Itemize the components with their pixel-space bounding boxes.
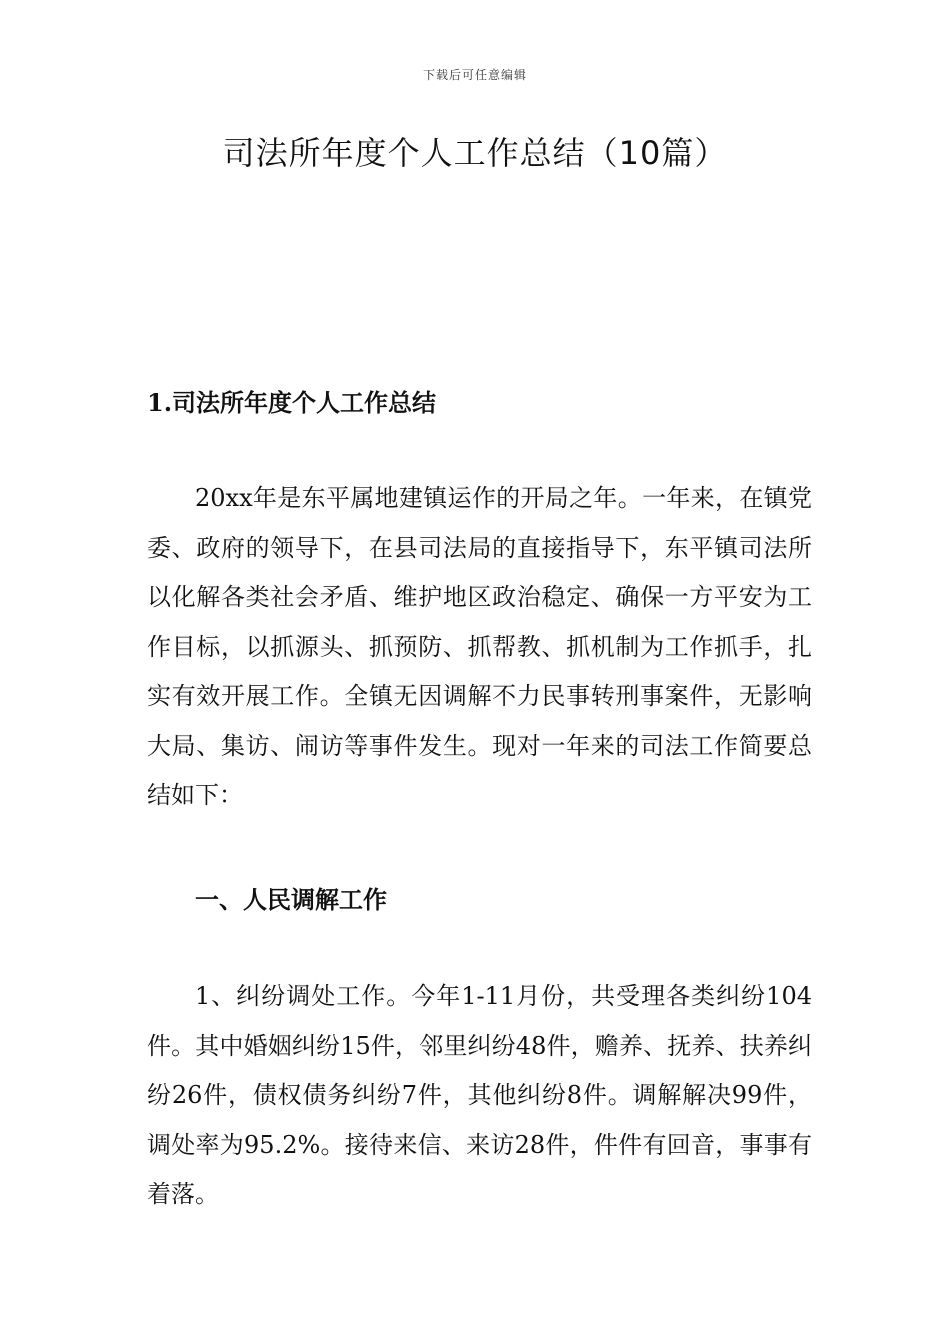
intro-paragraph: 20xx年是东平属地建镇运作的开局之年。一年来，在镇党委、政府的领导下，在县司法局的直接指导下，东平镇司法所以化解各类社会矛盾、维护地区政治稳定、确保一方平安为工作目标，以抓源头、抓预防、抓帮教、抓机制为工作抓手，扎实有效开展工作。全镇无因调解不力民事转刑事案件，无影响大局、集访、闹访等事件发生。现对一年来的司法工作简要总结如下： xyxy=(147,484,812,809)
header-note: 下载后可任意编辑 xyxy=(422,68,527,82)
section-heading: 1.司法所年度个人工作总结 xyxy=(147,388,437,417)
sub-heading-mediation: 一、人民调解工作 xyxy=(195,885,387,914)
item1-paragraph: 1、纠纷调处工作。今年1-11月份，共受理各类纠纷104件。其中婚姻纠纷15件，邻里纠纷48件，赡养、抚养、扶养纠纷26件，债权债务纠纷7件，其他纠纷8件。调解解决99件，调处率为95.2%。接待来信、来访28件，件件有回音，事事有着落。 xyxy=(147,982,812,1208)
document-title: 司法所年度个人工作总结（10篇） xyxy=(222,134,728,172)
